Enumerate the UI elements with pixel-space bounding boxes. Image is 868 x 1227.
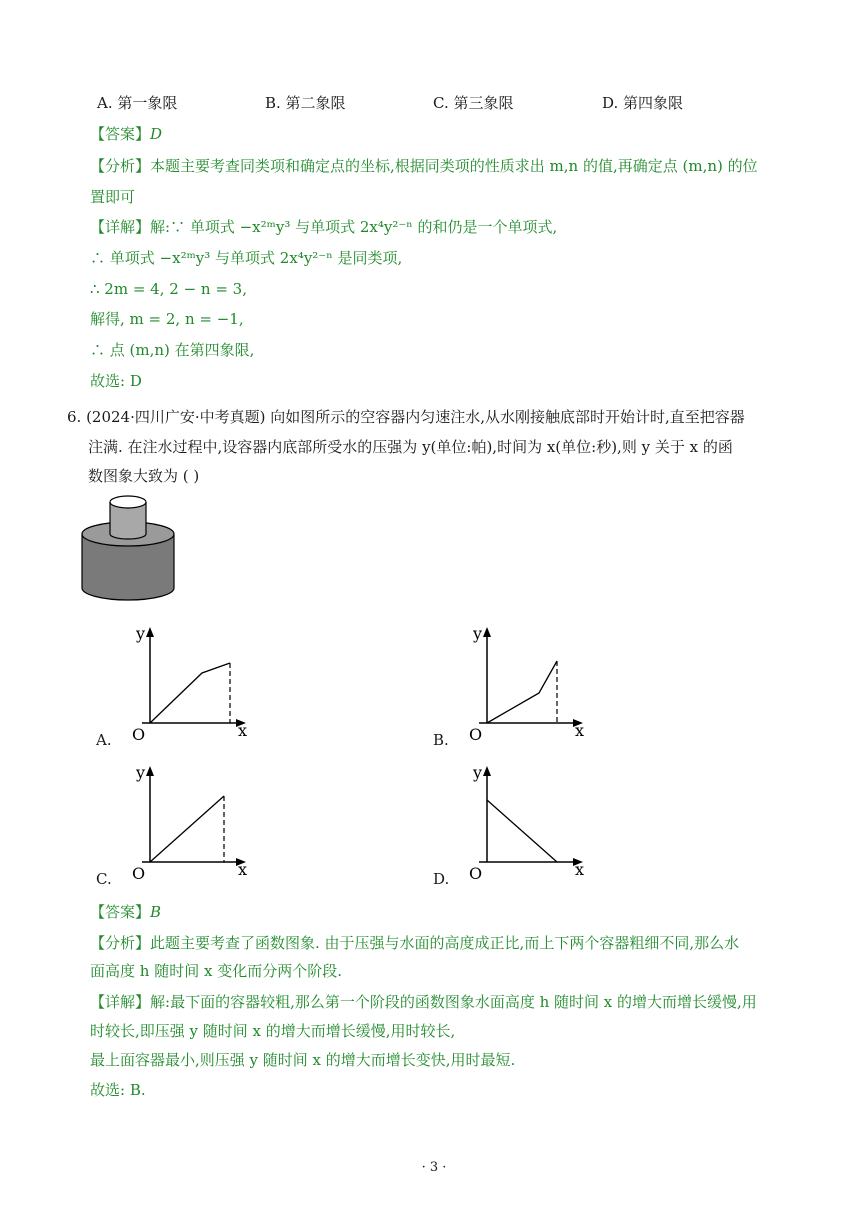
graph-d-label: D. [433, 870, 450, 888]
q5-detail-line-5: ∴ 点 (m,n) 在第四象限, [90, 341, 255, 359]
analysis-text: 本题主要考查同类项和确定点的坐标,根据同类项的性质求出 m,n 的值,再确定点 (m,n) 的位 [150, 157, 758, 175]
graph-b [457, 623, 597, 748]
q5-detail-line-1 [90, 217, 557, 237]
q5-detail-line-4: 解得, m = 2, n = −1, [90, 310, 244, 328]
x-axis-label: x [238, 860, 248, 879]
y-axis-label: y [136, 624, 146, 643]
answer-value: D [150, 125, 163, 143]
x-axis-label: x [238, 721, 248, 740]
q5-analysis-line-1 [90, 156, 758, 176]
x-axis-label: x [575, 721, 585, 740]
graph-b-label: B. [433, 731, 449, 749]
origin-label: O [469, 725, 483, 744]
detail-text: 解:最下面的容器较粗,那么第一个阶段的函数图象水面高度 h 随时间 x 的增大而增长缓慢,用 [150, 993, 757, 1011]
y-axis-label: y [473, 624, 483, 643]
page-number: · 3 · [421, 1160, 447, 1175]
analysis-text: 此题主要考查了函数图象. 由于压强与水面的高度成正比,而上下两个容器粗细不同,那么水 [150, 934, 740, 952]
q6-analysis-line-2: 面高度 h 随时间 x 变化而分两个阶段. [90, 962, 342, 980]
y-axis-label: y [473, 763, 483, 782]
q5-answer [90, 124, 162, 144]
q6-stem-line-3: 数图象大致为 ( ) [88, 467, 200, 485]
q6-detail-line-4: 故选: B. [90, 1081, 146, 1099]
container-figure [76, 488, 180, 604]
option-c: C. 第三象限 [433, 94, 514, 112]
origin-label: O [132, 725, 146, 744]
q6-detail-line-2: 时较长,即压强 y 随时间 x 的增大而增长缓慢,用时较长, [90, 1022, 456, 1040]
graph-a [120, 623, 260, 748]
q6-detail-line-1 [90, 992, 757, 1012]
graph-d [457, 762, 597, 887]
q5-detail-line-6: 故选: D [90, 372, 142, 390]
q6-stem-line-1: 6. (2024·四川广安·中考真题) 向如图所示的空容器内匀速注水,从水刚接触底部时开始计时,直至把容器 [67, 408, 745, 426]
q6-analysis-line-1 [90, 933, 739, 953]
answer-tag: 【答案】 [90, 125, 151, 143]
answer-value: B [150, 903, 162, 921]
option-d: D. 第四象限 [602, 94, 684, 112]
q5-analysis-line-2: 置即可 [90, 188, 136, 206]
option-a: A. 第一象限 [97, 94, 178, 112]
graph-c [120, 762, 260, 887]
q5-detail-line-2: ∴ 单项式 −x²ᵐy³ 与单项式 2x⁴y²⁻ⁿ 是同类项, [90, 249, 403, 267]
origin-label: O [469, 864, 483, 883]
analysis-tag: 【分析】 [90, 157, 151, 175]
q6-answer [90, 902, 161, 922]
graph-c-label: C. [96, 870, 112, 888]
detail-text: 解:∵ 单项式 −x²ᵐy³ 与单项式 2x⁴y²⁻ⁿ 的和仍是一个单项式, [150, 218, 558, 236]
q6-stem-line-2: 注满. 在注水过程中,设容器内底部所受水的压强为 y(单位:帕),时间为 x(单位:秒),则 y 关于 x 的函 [88, 438, 733, 456]
detail-tag: 【详解】 [90, 218, 151, 236]
q5-detail-line-3: ∴ 2m = 4, 2 − n = 3, [90, 280, 247, 298]
q6-detail-line-3: 最上面容器最小,则压强 y 随时间 x 的增大而增长变快,用时最短. [90, 1051, 516, 1069]
origin-label: O [132, 864, 146, 883]
y-axis-label: y [136, 763, 146, 782]
analysis-tag: 【分析】 [90, 934, 151, 952]
graph-a-label: A. [96, 731, 112, 749]
option-b: B. 第二象限 [265, 94, 346, 112]
detail-tag: 【详解】 [90, 993, 151, 1011]
x-axis-label: x [575, 860, 585, 879]
answer-tag: 【答案】 [90, 903, 151, 921]
